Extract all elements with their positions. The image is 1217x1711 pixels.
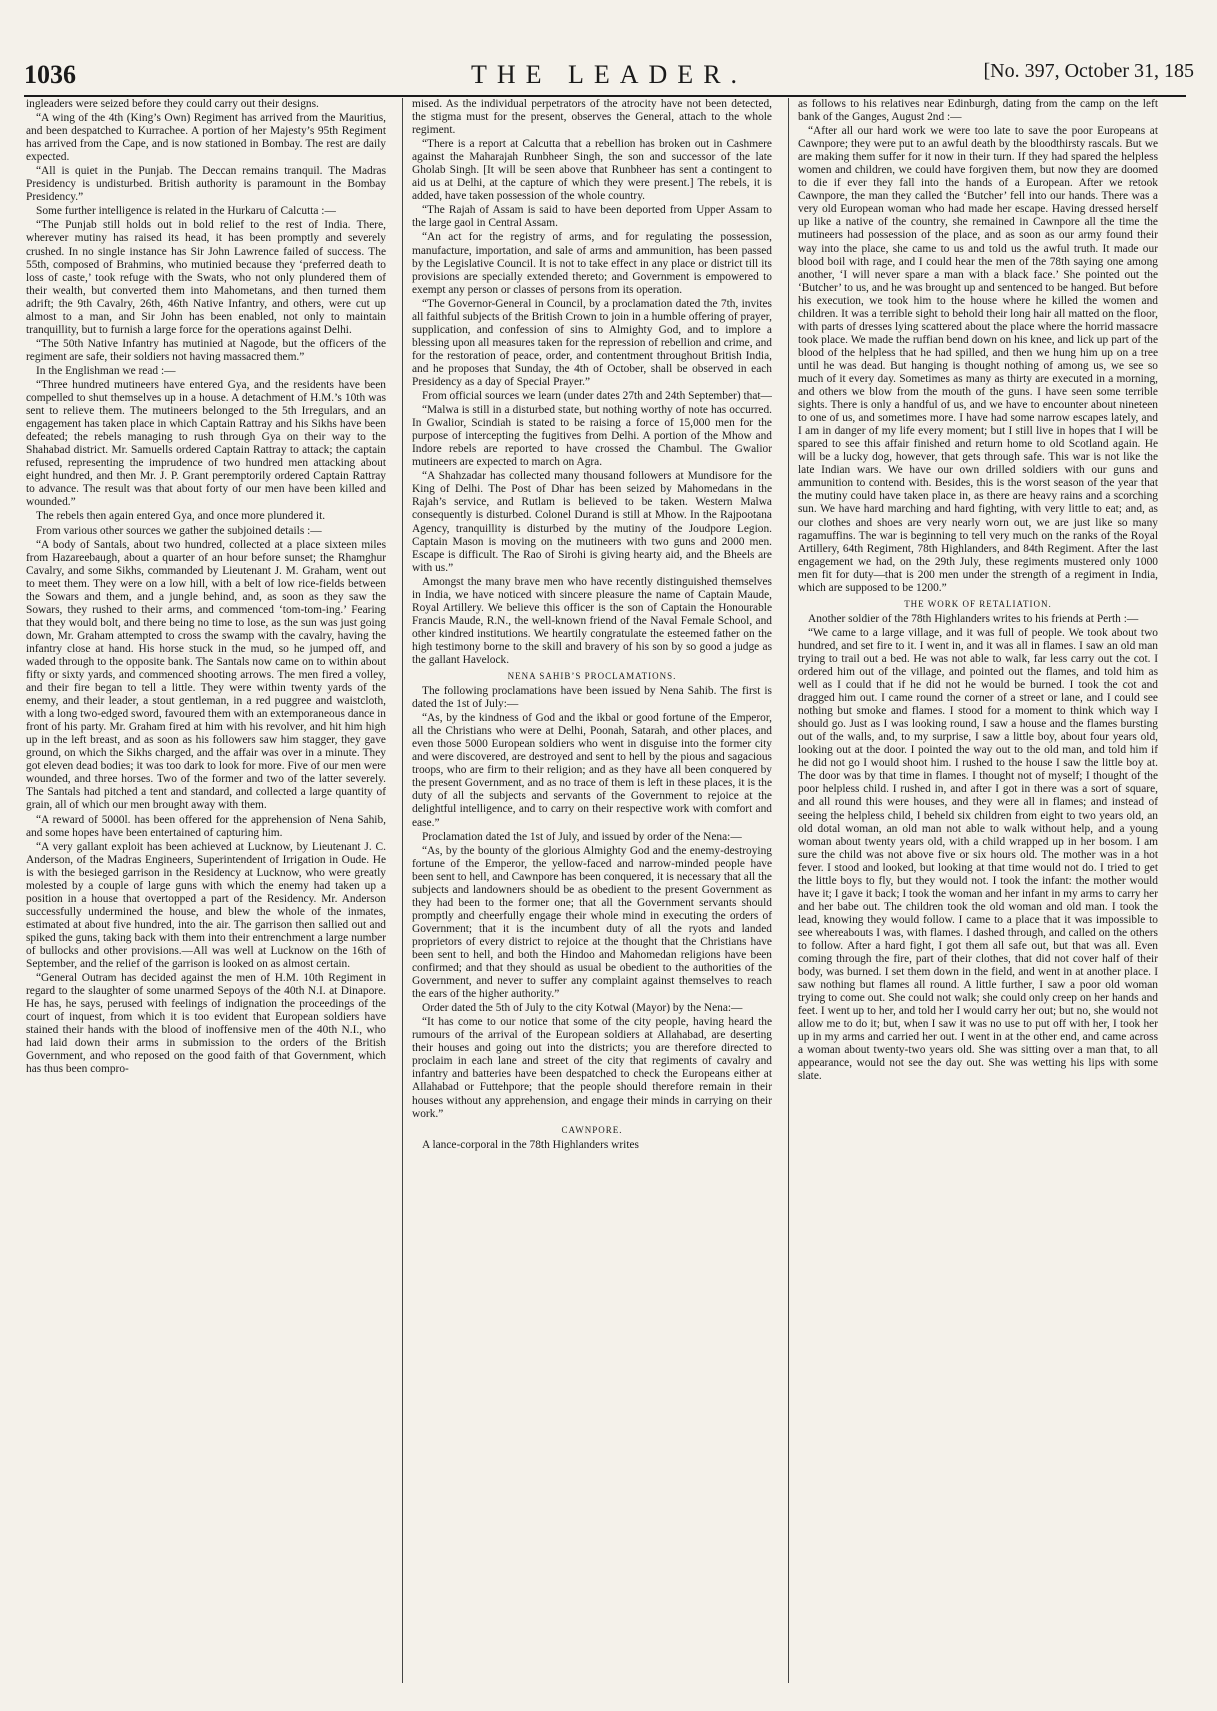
article-paragraph: Order dated the 5th of July to the city Kotwal (Mayor) by the Nena:— — [422, 1002, 743, 1015]
issue-info: [No. 397, October 31, 185 — [983, 60, 1194, 82]
header-rule — [24, 95, 1186, 97]
article-paragraph: mised. As the individual perpetrators of the atrocity have not been detected, the stigma must for the present, observes the General, attach to the whole regiment. — [412, 98, 772, 137]
article-paragraph: “Malwa is still in a disturbed state, but nothing worthy of note has occurred. In Gwalior, Scindiah is stated to be raising a force of 15,000 men for the purpose of intercepting the fugitives from Delhi. A portion of the Mhow and Indore rebels are reported to have crossed the Chambul. The Gwalior mutineers are expected to march on Agra. — [412, 404, 772, 469]
article-paragraph: “The 50th Native Infantry has mutinied at Nagode, but the officers of the regiment are safe, their soldiers not having massacred them.” — [26, 337, 386, 363]
article-paragraph: In the Englishman we read :— — [36, 364, 176, 377]
section-heading: NENA SAHIB’S PROCLAMATIONS. — [507, 671, 677, 682]
article-paragraph: “Three hundred mutineers have entered Gya, and the residents have been compelled to shut themselves up in a house. A detachment of H.M.’s 10th was sent to relieve them. The mutineers belonged to the 5th Irregulars, and an engagement has taken place in which Captain Rattray and his Sikhs have been defeated; the rebels managing to rush through Gya on their way to the Shahabad district. Mr. Samuells ordered Captain Rattray to attack; the captain refused, representing the imprudence of two hundred men attacking about eight hundred, and then Mr. J. P. Grant peremptorily ordered Captain Rattray to advance. The result was that about forty of our men have been killed and wounded.” — [26, 378, 386, 509]
column-divider — [402, 98, 403, 1683]
column-divider — [788, 98, 789, 1683]
article-paragraph: as follows to his relatives near Edinburgh, dating from the camp on the left bank of the Ganges, August 2nd :— — [798, 98, 1158, 124]
article-paragraph: ingleaders were seized before they could carry out their designs. — [26, 98, 319, 110]
article-paragraph: From official sources we learn (under dates 27th and 24th September) that— — [422, 390, 772, 403]
article-paragraph: “All is quiet in the Punjab. The Deccan remains tranquil. The Madras Presidency is undisturbed. British authority is paramount in the Bombay Presidency.” — [26, 165, 386, 204]
column-2 — [412, 98, 772, 1683]
section-heading: CAWNPORE. — [561, 1124, 623, 1135]
article-paragraph: “It has come to our notice that some of the city people, having heard the rumours of the arrival of the European soldiers at Allahabad, are deserting their houses and going out into the districts; you are therefore directed to proclaim in each lane and street of the city that regiments of cavalry and infantry and batteries have been despatched to check the Europeans either at Allahabad or Futtehpore; that the people should therefore remain in their houses without any apprehension, and engage their minds in carrying on their work.” — [412, 1016, 772, 1120]
article-paragraph: “The Punjab still holds out in bold relief to the rest of India. There, wherever mutiny has raised its head, it has been promptly and severely crushed. In no single instance has Sir John Lawrence failed of success. The 55th, composed of Brahmins, who mutinied because they ‘preferred death to loss of caste,’ took refuge with the Swats, who not only plundered them of their wealth, but converted them into Mahometans, and then turned them adrift; the 9th Cavalry, 26th, 46th Native Infantry, and others, were cut up almost to a man, and Sir John has been enabled, not only to maintain tranquillity, but to furnish a large force for the operations against Delhi. — [26, 219, 386, 336]
article-paragraph: Amongst the many brave men who have recently distinguished themselves in India, we have noticed with sincere pleasure the name of Captain Maude, Royal Artillery. We believe this officer is the son of Captain the Honourable Francis Maude, R.N., the well-known friend of the Naval Female School, and other kindred institutions. We heartily congratulate the esteemed father on the high testimony borne to the skill and bravery of his son by so good a judge as the gallant Havelock. — [412, 575, 772, 666]
article-paragraph: “As, by the kindness of God and the ikbal or good fortune of the Emperor, all the Christians who were at Delhi, Poonah, Satarah, and other places, and even those 5000 European soldiers who went in disguise into the former city and were discovered, are destroyed and sent to hell by the pious and sagacious troops, who are firm to their religion; and as they have all been conquered by the present Government, and as no trace of them is left in these places, it is the duty of all the subjects and servants of the Government to rejoice at the delightful intelligence, and to carry on their respective work with comfort and ease.” — [412, 712, 772, 829]
article-paragraph: The rebels then again entered Gya, and once more plundered it. — [36, 510, 326, 523]
column-1 — [26, 98, 386, 1683]
article-paragraph: From various other sources we gather the subjoined details :— — [36, 524, 322, 537]
article-paragraph: “We came to a large village, and it was full of people. We took about two hundred, and set fire to it. I went in, and it was all in flames. I saw an old man trying to trail out a bed. He was not able to walk, far less carry out the cot. I ordered him out of the village, and pointed out the flames, and told him as well as I could that if he did not he would be burned. I took the cot and dragged him out. I came round the corner of a street or lane, and I could see nothing but smoke and flames. I stood for a moment to think which way I should go. Just as I was looking round, I saw a house and the flames bursting out of the walls, and, to my surprise, I saw a little boy, about four years old, looking out at the door. I pointed the way out to the old man, and told him if he did not go I would shoot him. I rushed to the house I saw the little boy at. The door was by that time in flames. I thought not of myself; I thought of the poor helpless child. I rushed in, and after I got in there was a sort of square, and all round this were houses, and they were all in flames; and instead of seeing the helpless child, I beheld six children from eight to two years old, an old dotal woman, an old man not able to walk without help, and a young woman about twenty years old, with a child wrapped up in her bosom. I am sure the child was not above five or six hours old. The mother was in a hot fever. I stood and looked, but looking at that time would not do. I tried to get the little boys to fly, but they would not. I took the infant: the mother would have it; I gave it back; I took the woman and her infant in my arms to carry her and her babe out. The children took the old woman and old man. I took the lead, knowing they would follow. I came to a place that it was impossible to see whereabouts I was, with flames. I dashed through, and called on the others to follow. After a hard fight, I got them all safe out, but that was all. Even coming through the fire, part of their clothes, that did not cover half of their body, was burned. I set them down in the field, and went in at another place. I saw nothing but flames all round. A little further, I saw a poor old woman trying to come out. She could not walk; she could only creep on her hands and feet. I went up to her, and told her I would carry her out; but no, she would not allow me to do it; but, when I saw it was no use to put off with her, I took her up in my arms and carried her out. I went in at the other end, and came across a woman about twenty-two years old. She was sitting over a man that, to all appearance, would not see the day out. She was wetting his lips with some slate. — [798, 626, 1158, 1083]
article-paragraph: Proclamation dated the 1st of July, and issued by order of the Nena:— — [422, 830, 742, 843]
masthead: THE LEADER. — [470, 60, 748, 89]
article-paragraph: “A Shahzadar has collected many thousand followers at Mundisore for the King of Delhi. The Post of Dhar has been seized by Mahomedans in the Rajah’s service, and Rutlam is believed to be taken. Western Malwa consequently is disturbed. Colonel Durand is still at Mhow. In the Rajpootana Agency, tranquillity is disturbed by the mutiny of the Joudpore Legion. Captain Mason is moving on the mutineers with two guns and 2000 men. Escape is difficult. The Rao of Sirohi is giving hearty aid, and the Bheels are with us.” — [412, 470, 772, 574]
page-header — [24, 60, 1194, 100]
article-paragraph: “After all our hard work we were too late to save the poor Europeans at Cawnpore; they were put to an awful death by the bloodthirsty rascals. But we are making them suffer for it now in their turn. If they had spared the helpless women and children, we could have forgiven them, but now they are doomed to die if ever they fall into the hands of a European. After we retook Cawnpore, the man they called the ‘Butcher’ fell into our hands. There was a very old European woman who had made her escape. Having dressed herself up like a native of the country, she remained in Cawnpore all the time the mutineers had possession of the place, and as soon as our army found their way into the place, she came to us and told us the awful truth. It made our blood boil with rage, and I could hear the men of the 78th saying one among another, ‘I will never spare a man with a black face.’ She pointed out the ‘Butcher’ to us, and he was brought up and sentenced to be hanged. But before his execution, we took him to the house where he killed the women and children. It was a terrible sight to behold their long hair all matted on the floor, with parts of dresses lying scattered about the place where the horrid massacre took place. We made the ruffian bend down on his knee, and lick up part of the blood of the helpless that he had spilled, and then we hung him up on a tree until he was dead. But hanging is thought nothing of among us, we see so much of it every day. Sometimes as many as thirty are executed in a morning, and others we blow from the mouth of the guns. I have seen some terrible sights. There is only a handful of us, and we have to encounter about nineteen to one of us, and sometimes more. I have had some narrow escapes lately, and I am in danger of my life every moment; but I still live in hopes that I will be spared to see this affair finished and return home to old Scotland again. He will be a lucky dog, however, that gets through safe. This war is not like the late Indian wars. We have our own drilled soldiers with our guns and ammunition to contend with. Besides, this is the worst season of the year that the mutiny could have taken place in, as there are heavy rains and a scorching sun. We have hard marching and hard fighting, with very little to eat; and, as our clothes and shoes are very nearly worn out, we are just like so many ragamuffins. The war is beginning to tell very much on the ranks of the Royal Artillery, 64th Regiment, 78th Highlanders, and 84th Regiment. After the last engagement we had, on the 29th July, these regiments mustered only 1000 men fit for duty—that is 200 men under the strength of a regiment in India, which are supposed to be 1200.” — [798, 125, 1158, 594]
article-paragraph: Another soldier of the 78th Highlanders writes to his friends at Perth :— — [808, 612, 1139, 625]
article-paragraph: A lance-corporal in the 78th Highlanders writes — [422, 1138, 639, 1151]
article-paragraph: “General Outram has decided against the men of H.M. 10th Regiment in regard to the slaughter of some unarmed Sepoys of the 40th N.I. at Dinapore. He has, he says, perused with feelings of indignation the proceedings of the court of inquest, from which it is too evident that European soldiers have stained their hands with the blood of inoffensive men of the 40th N.I., who had laid down their arms in submission to the orders of the British Government, and who reposed on the good faith of that Government, which has thus been compro- — [26, 972, 386, 1076]
article-paragraph: “A very gallant exploit has been achieved at Lucknow, by Lieutenant J. C. Anderson, of the Madras Engineers, Superintendent of Irrigation in Oude. He is with the besieged garrison in the Residency at Lucknow, who were greatly molested by a couple of large guns with which the enemy had taken up a position in a house that overtopped a part of the Residency. Mr. Anderson successfully undermined the house, and blew the whole of the inmates, estimated at about five hundred, into the air. The garrison then sallied out and spiked the guns, taking back with them into their entrenchment a large number of bullocks and other provisions.—All was well at Lucknow on the 16th of September, and the relief of the garrison is looked on as almost certain. — [26, 840, 386, 971]
article-paragraph: “An act for the registry of arms, and for regulating the possession, manufacture, importation, and sale of arms and ammunition, has been passed by the Legislative Council. It is not to take effect in any place or district till its provisions are specially extended thereto; and Government is empowered to exempt any person or classes of persons from its operation. — [412, 231, 772, 296]
article-paragraph: “There is a report at Calcutta that a rebellion has broken out in Cashmere against the Maharajah Runbheer Singh, the son and successor of the late Gholab Singh. [It will be seen above that Runbheer has sent a contingent to aid us at Delhi, at the capture of which they were present.] The rebels, it is added, have taken possession of the whole country. — [412, 138, 772, 203]
article-paragraph: “A reward of 5000l. has been offered for the apprehension of Nena Sahib, and some hopes have been entertained of capturing him. — [26, 813, 386, 839]
page-number: 1036 — [24, 60, 76, 89]
article-paragraph: “A body of Santals, about two hundred, collected at a place sixteen miles from Hazareebaugh, about a quarter of an hour before sunset; the Rhamghur Cavalry, and some Sikhs, commanded by Lieutenant J. M. Graham, went out to meet them. They were on a low hill, with a belt of low rice-fields between the Sowars and them, and a jungle behind, and, as soon as they saw the Sowars, they rushed to their arms, and commenced ‘tom-tom-ing.’ Fearing that they would bolt, and there being no time to lose, as the sun was just going down, Mr. Graham attempted to cross the swamp with the cavalry, having the infantry close at hand. His horse stuck in the mud, so he jumped off, and waded through to the opposite bank. The Santals now came on to within about fifty or sixty yards, and commenced shooting arrows. The men fired a volley, and their fire began to tell a little. They were within twenty yards of the enemy, and their leader, a stout gentleman, in a red puggree and waistcloth, with a long two-edged sword, favoured them with an extemporaneous dance in front of his party. Mr. Graham fired at him with his revolver, and hit him high up in the left breast, and as soon as his followers saw him stagger, they gave ground, on which the Sikhs charged, and the affair was over in a minute. They got eleven dead bodies; it was too dark to look for more. Five of our men were wounded, and three horses. Two of the former and two of the latter severely. The Santals had pitched a tent and standard, and collected a large quantity of grain, all of which our men brought away with them. — [26, 538, 386, 812]
article-paragraph: “As, by the bounty of the glorious Almighty God and the enemy-destroying fortune of the Emperor, the yellow-faced and narrow-minded people have been sent to hell, and Cawnpore has been conquered, it is necessary that all the subjects and landowners should be as obedient to the present Government as they had been to the former one; that all the Government servants should promptly and cheerfully engage their whole mind in executing the orders of Government; that it is the incumbent duty of all the ryots and landed proprietors of every district to rejoice at the thought that the Christians have been sent to hell, and both the Hindoo and Mahomedan religions have been confirmed; and that they should as usual be obedient to the authorities of the Government, and never to suffer any complaint against themselves to reach the ears of the higher authority.” — [412, 844, 772, 1001]
article-paragraph: “A wing of the 4th (King’s Own) Regiment has arrived from the Mauritius, and been despatched to Kurrachee. A portion of her Majesty’s 95th Regiment has arrived from the Cape, and is now stationed in Bombay. The rest are daily expected. — [26, 112, 386, 164]
article-paragraph: Some further intelligence is related in the Hurkaru of Calcutta :— — [36, 205, 336, 218]
article-paragraph: “The Rajah of Assam is said to have been deported from Upper Assam to the large gaol in Central Assam. — [412, 204, 772, 230]
column-3 — [798, 98, 1158, 1683]
section-heading: THE WORK OF RETALIATION. — [904, 598, 1052, 609]
article-paragraph: “The Governor-General in Council, by a proclamation dated the 7th, invites all faithful subjects of the British Crown to join in a humble offering of prayer, supplication, and confession of sins to Almighty God, and to implore a blessing upon all measures taken for the repression of rebellion and crime, and for the restoration of peace, order, and contentment throughout British India, and he proposes that Sunday, the 4th of October, shall be observed in each Presidency as a day of Special Prayer.” — [412, 297, 772, 388]
article-paragraph: The following proclamations have been issued by Nena Sahib. The first is dated the 1st of July:— — [412, 685, 772, 711]
